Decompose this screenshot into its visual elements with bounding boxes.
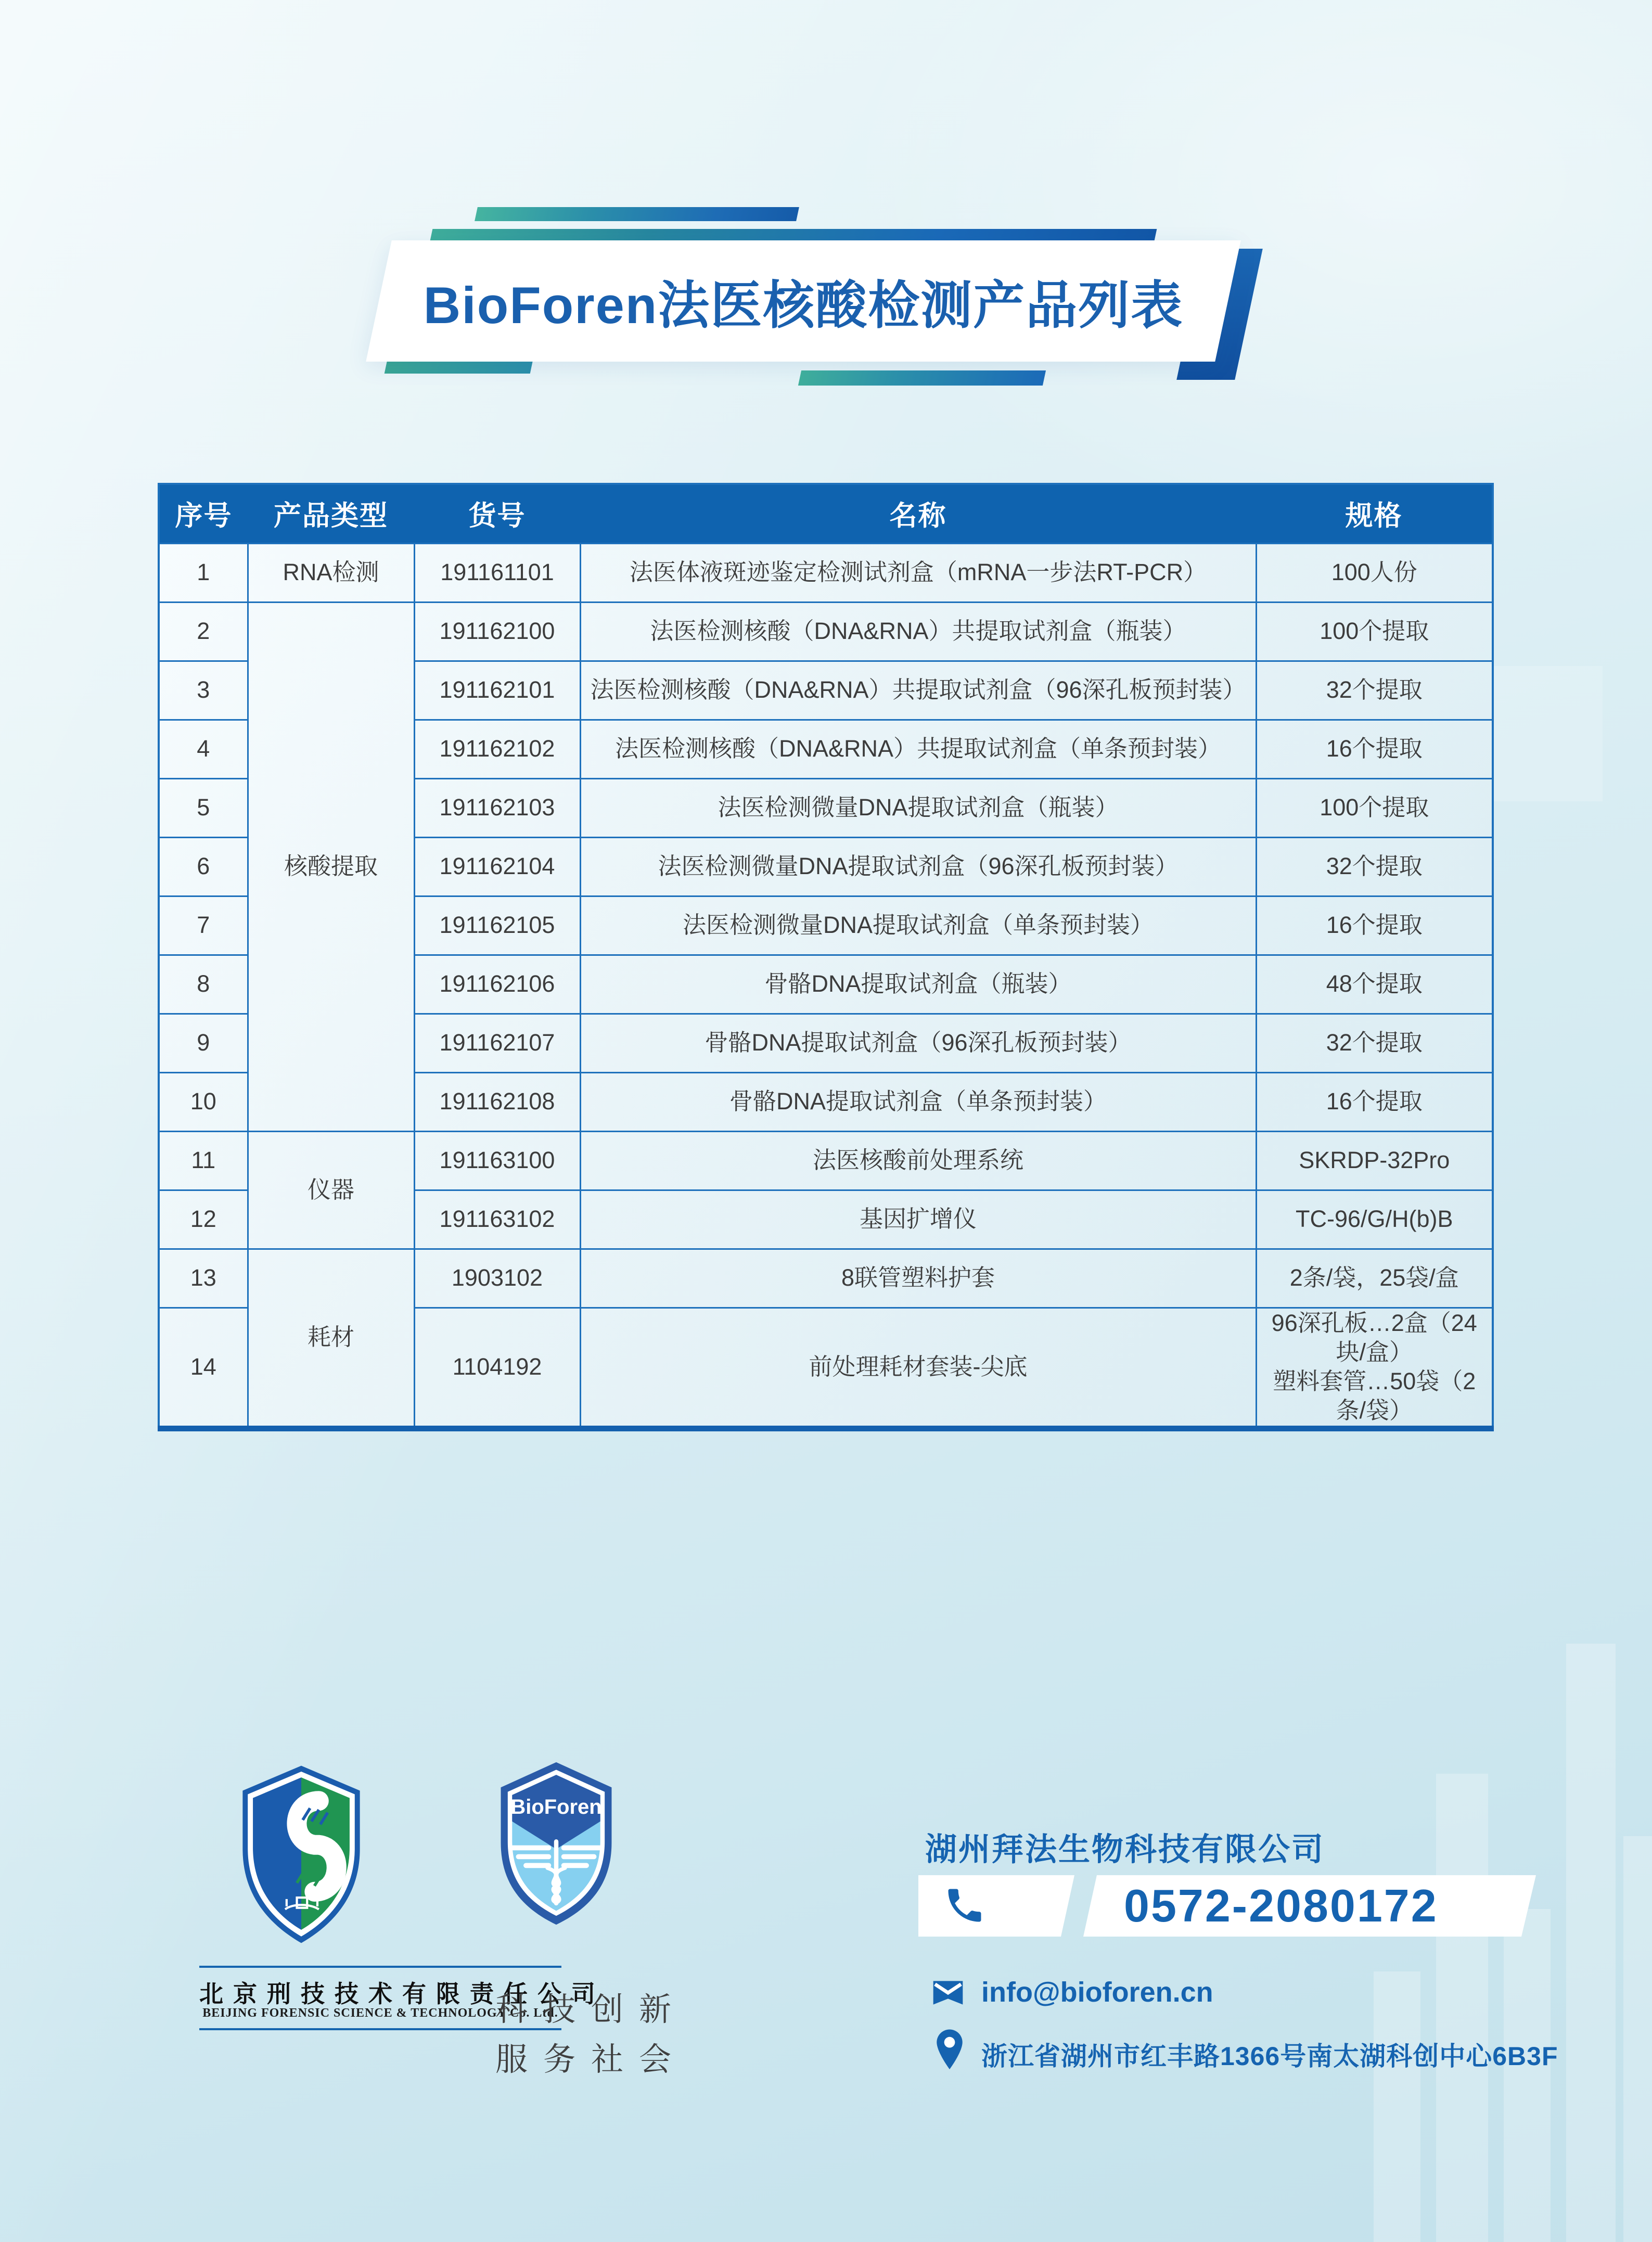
table-row: [159, 602, 1493, 661]
cell-spec: 32个提取: [1256, 1014, 1493, 1072]
col-header-code: 货号: [414, 484, 580, 543]
cell-spec: [1256, 1308, 1493, 1428]
watermark-bar: [1478, 666, 1603, 801]
cell-no: 14: [159, 1308, 248, 1428]
cell-type-group: 核酸提取: [248, 602, 414, 1131]
huzhou-company-name: 湖州拜法生物科技有限公司: [925, 1831, 1325, 1867]
cell-code: 191163102: [414, 1190, 580, 1249]
cell-no: 12: [159, 1190, 248, 1249]
watermark-bar: [1436, 1774, 1488, 2242]
spec-line-1: 96深孔板…2盒（24块/盒）: [1271, 1309, 1477, 1365]
watermark-bar: [1374, 1971, 1420, 2242]
bioforen-shield-logo: [493, 1760, 619, 1930]
cell-type-group: 仪器: [248, 1131, 414, 1249]
cell-spec: 100个提取: [1256, 778, 1493, 837]
cell-no: 10: [159, 1072, 248, 1131]
table-header-row: [159, 484, 1493, 543]
cell-name: 法医体液斑迹鉴定检测试剂盒（mRNA一步法RT-PCR）: [580, 543, 1256, 602]
company-address: 浙江省湖州市红丰路1366号南太湖科创中心6B3F: [981, 2042, 1558, 2071]
cell-spec: SKRDP-32Pro: [1256, 1131, 1493, 1190]
cell-no: 3: [159, 661, 248, 720]
cell-no: 6: [159, 837, 248, 896]
beijing-logo-divider-top: [199, 1966, 561, 1968]
cell-no: 7: [159, 896, 248, 955]
cell-name: 法医检测核酸（DNA&RNA）共提取试剂盒（96深孔板预封装）: [580, 661, 1256, 720]
cell-spec: 16个提取: [1256, 1072, 1493, 1131]
col-header-name: 名称: [580, 484, 1256, 543]
cell-code: 191162101: [414, 661, 580, 720]
cell-spec: 16个提取: [1256, 896, 1493, 955]
email-address: info@bioforen.cn: [981, 1977, 1213, 2008]
cell-name: 法医检测核酸（DNA&RNA）共提取试剂盒（瓶装）: [580, 602, 1256, 661]
cell-spec: 16个提取: [1256, 720, 1493, 778]
cell-no: 2: [159, 602, 248, 661]
cell-no: 1: [159, 543, 248, 602]
cell-code: 191163100: [414, 1131, 580, 1190]
cell-no: 5: [159, 778, 248, 837]
decor-gradient-bar-top: [475, 207, 799, 221]
cell-name: 基因扩增仪: [580, 1190, 1256, 1249]
table-row: [159, 1249, 1493, 1308]
table-row: [159, 1131, 1493, 1190]
cell-code: 1903102: [414, 1249, 580, 1308]
col-header-index: 序号: [159, 484, 248, 543]
watermark-bar: [1504, 1909, 1551, 2242]
cell-code: 191162105: [414, 896, 580, 955]
cell-code: 191162106: [414, 955, 580, 1014]
col-header-spec: 规格: [1256, 484, 1493, 543]
cell-name: 法医检测微量DNA提取试剂盒（96深孔板预封装）: [580, 837, 1256, 896]
cell-code: 191162104: [414, 837, 580, 896]
cell-name: 法医检测核酸（DNA&RNA）共提取试剂盒（单条预封装）: [580, 720, 1256, 778]
cell-type-group: 耗材: [248, 1249, 414, 1428]
cell-code: 191162107: [414, 1014, 580, 1072]
cell-spec: TC-96/G/H(b)B: [1256, 1190, 1493, 1249]
cell-type-group: RNA检测: [248, 543, 414, 602]
cell-no: 13: [159, 1249, 248, 1308]
cell-name: 骨骼DNA提取试剂盒（96深孔板预封装）: [580, 1014, 1256, 1072]
cell-name: 法医检测微量DNA提取试剂盒（瓶装）: [580, 778, 1256, 837]
cell-no: 11: [159, 1131, 248, 1190]
cell-spec: 32个提取: [1256, 837, 1493, 896]
cell-name: 骨骼DNA提取试剂盒（瓶装）: [580, 955, 1256, 1014]
shield-dna-icon: [228, 1763, 375, 1946]
cell-code: 191162102: [414, 720, 580, 778]
beijing-forensic-shield-logo: [228, 1763, 375, 1949]
cell-name: 法医核酸前处理系统: [580, 1131, 1256, 1190]
mail-icon: [930, 1975, 966, 2013]
bioforen-caduceus-icon: [493, 1760, 619, 1927]
cell-code: 191162103: [414, 778, 580, 837]
cell-name: 前处理耗材套装-尖底: [580, 1308, 1256, 1428]
slogan-line-1: 科技创新: [495, 1992, 687, 2028]
svg-text:BioForen: BioForen: [510, 1796, 602, 1819]
phone-number: 0572-2080172: [1124, 1880, 1438, 1931]
cell-name: 法医检测微量DNA提取试剂盒（单条预封装）: [580, 896, 1256, 955]
cell-name: 8联管塑料护套: [580, 1249, 1256, 1308]
phone-banner-icon-chip: [918, 1875, 1074, 1937]
cell-spec: 2条/袋，25袋/盒: [1256, 1249, 1493, 1308]
cell-no: 8: [159, 955, 248, 1014]
beijing-company-name-en: BEIJING FORENSIC SCIENCE & TECHNOLOGY Co. Ltd.: [202, 2006, 558, 2020]
cell-no: 9: [159, 1014, 248, 1072]
cell-code: 191162108: [414, 1072, 580, 1131]
cell-code: 191162100: [414, 602, 580, 661]
slogan-line-2: 服务社会: [495, 2042, 687, 2078]
cell-spec: 100个提取: [1256, 602, 1493, 661]
cell-code: 191161101: [414, 543, 580, 602]
product-table: [158, 483, 1494, 1431]
cell-no: 4: [159, 720, 248, 778]
decor-gradient-bar-bottom: [798, 370, 1046, 386]
beijing-company-name-cn: 北京刑技技术有限责任公司: [199, 1980, 605, 2007]
col-header-type: 产品类型: [248, 484, 414, 543]
cell-name: 骨骼DNA提取试剂盒（单条预封装）: [580, 1072, 1256, 1131]
page-title: BioForen法医核酸检测产品列表: [423, 276, 1184, 334]
watermark-bar: [1566, 1644, 1616, 2242]
cell-code: 1104192: [414, 1308, 580, 1428]
cell-spec: 100人份: [1256, 543, 1493, 602]
table-row: [159, 543, 1493, 602]
phone-icon: [943, 1884, 987, 1930]
watermark-bar: [1623, 1836, 1652, 2242]
cell-spec: 32个提取: [1256, 661, 1493, 720]
spec-line-2: 塑料套管…50袋（2条/袋）: [1273, 1368, 1476, 1424]
location-pin-icon: [934, 2028, 965, 2074]
cell-spec: 48个提取: [1256, 955, 1493, 1014]
